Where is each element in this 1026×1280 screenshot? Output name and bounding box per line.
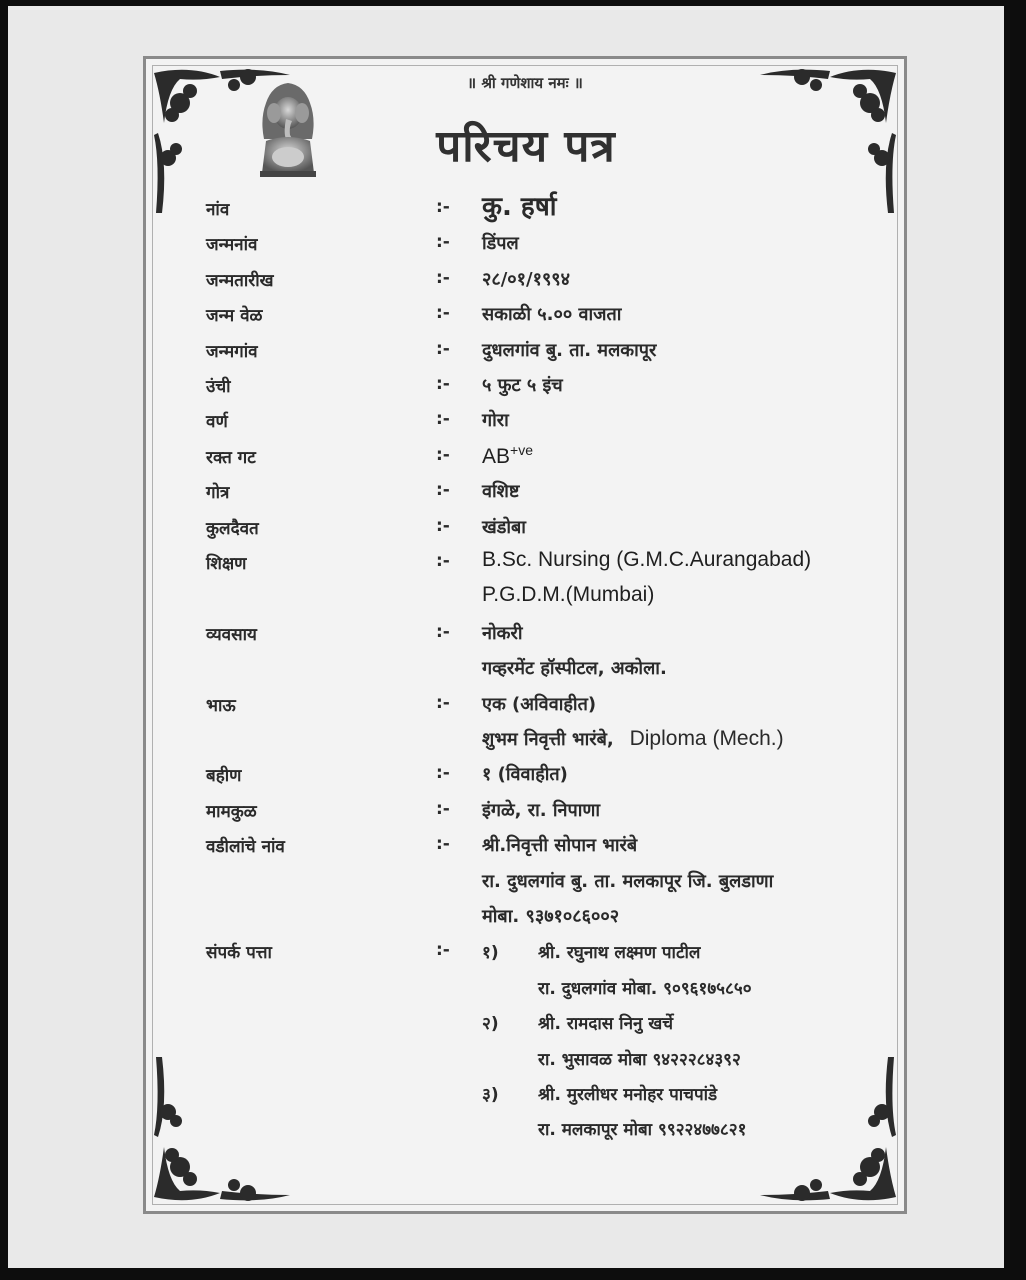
field-label: उंची [206, 377, 231, 397]
field-label: कुलदैवत [206, 518, 259, 539]
contact-entry-detail-row [146, 1113, 904, 1143]
field-label: मामकुळ [206, 801, 257, 822]
field-separator: :- [436, 515, 450, 536]
field-separator: :- [436, 551, 450, 571]
field-separator: :- [436, 197, 450, 217]
field-value-latin: Diploma (Mech.) [623, 727, 784, 750]
contact-separator: :- [436, 940, 450, 961]
field-separator: :- [436, 763, 450, 784]
field-value-superscript: +ve [510, 441, 533, 458]
field-separator: :- [436, 338, 450, 359]
biodata-card [143, 56, 907, 1214]
contact-entry-name: श्री. रामदास निनु खर्चे [538, 1014, 674, 1035]
field-value: सकाळी ५.०० वाजता [482, 304, 622, 326]
field-label: गोत्र [206, 483, 230, 504]
field-row [146, 335, 904, 365]
field-row [146, 724, 904, 754]
field-label: जन्म वेळ [206, 306, 263, 327]
field-value: $AB^{+ve}$ [482, 441, 533, 468]
field-label: वडीलांचे नांव [206, 837, 285, 858]
field-separator: :- [436, 621, 450, 642]
field-value: मोबा. ९३७१०८६००२ [482, 906, 620, 927]
field-row [146, 193, 904, 223]
contact-entry-number: १) [482, 943, 499, 964]
field-value: वशिष्ट [482, 481, 520, 503]
field-value: P.G.D.M.(Mumbai) [482, 583, 655, 607]
field-label: शिक्षण [206, 554, 247, 574]
field-row [146, 866, 904, 896]
field-row [146, 370, 904, 400]
field-value: कु. हर्षा [482, 192, 557, 222]
contact-entry-number: २) [482, 1014, 499, 1035]
field-label: व्यवसाय [206, 624, 257, 645]
field-value: शुभम निवृत्ती भारंबे, Diploma (Mech.) [482, 727, 784, 750]
field-value: गव्हरमेंट हॉस्पीटल, अकोला. [482, 658, 667, 680]
biodata-fields [146, 59, 904, 1211]
field-separator: :- [436, 444, 450, 465]
field-row [146, 795, 904, 825]
contact-entry-detail-row [146, 1043, 904, 1073]
field-separator: :- [436, 798, 450, 819]
field-row [146, 264, 904, 294]
field-label: नांव [206, 200, 230, 220]
field-value: खंडोबा [482, 516, 526, 538]
field-separator: :- [436, 834, 450, 855]
field-label: भाऊ [206, 695, 236, 716]
field-label: जन्मगांव [206, 341, 258, 362]
field-value: रा. दुधलगांव बु. ता. मलकापूर जि. बुलडाणा [482, 870, 774, 892]
field-row [146, 547, 904, 577]
field-row [146, 830, 904, 860]
contact-entry-number: ३) [482, 1085, 499, 1105]
field-value: गोरा [482, 410, 509, 432]
field-row [146, 476, 904, 506]
field-row [146, 512, 904, 542]
field-separator: :- [436, 267, 450, 288]
field-row [146, 299, 904, 329]
field-row [146, 653, 904, 683]
field-label: रक्त गट [206, 447, 256, 468]
field-row [146, 405, 904, 435]
field-value: B.Sc. Nursing (G.M.C.Aurangabad) [482, 548, 812, 571]
field-value: एक (अविवाहीत) [482, 693, 597, 715]
field-value: ५ फुट ५ इंच [482, 375, 563, 396]
field-label: जन्मनांव [206, 235, 258, 256]
page-title: परिचय पत्र [436, 121, 616, 172]
blessing-text: ॥ श्री गणेशाय नमः ॥ [467, 74, 583, 92]
contact-entry-name: श्री. रघुनाथ लक्ष्मण पाटील [538, 943, 701, 964]
field-row [146, 582, 904, 612]
field-row [146, 689, 904, 719]
contact-entry [146, 1078, 904, 1108]
field-value: नोकरी [482, 622, 523, 644]
contact-label: संपर्क पत्ता [206, 943, 272, 964]
contact-entry-detail: रा. मलकापूर मोबा ९९२२४७७८२१ [538, 1120, 747, 1141]
field-row [146, 759, 904, 789]
field-label: वर्ण [206, 412, 228, 433]
field-row [146, 618, 904, 648]
field-value: श्री.निवृत्ती सोपान भारंबे [482, 835, 638, 857]
field-separator: :- [436, 303, 450, 324]
field-separator: :- [436, 692, 450, 713]
contact-entry [146, 936, 904, 966]
field-row [146, 901, 904, 931]
field-separator: :- [436, 232, 450, 253]
field-separator: :- [436, 480, 450, 501]
field-value: १ (विवाहीत) [482, 764, 568, 786]
field-label: बहीण [206, 766, 242, 787]
contact-entry-name: श्री. मुरलीधर मनोहर पाचपांडे [538, 1085, 718, 1105]
field-row [146, 441, 904, 471]
field-separator: :- [436, 409, 450, 430]
field-value: इंगळे, रा. निपाणा [482, 799, 601, 821]
field-separator: :- [436, 374, 450, 394]
field-value: २८/०१/१९९४ [482, 268, 571, 290]
contact-entry [146, 1007, 904, 1037]
field-value: डिंपल [482, 233, 519, 255]
field-value: दुधलगांव बु. ता. मलकापूर [482, 339, 657, 361]
contact-entry-detail: रा. दुधलगांव मोबा. ९०९६१७५८५० [538, 978, 752, 999]
field-row [146, 228, 904, 258]
field-label: जन्मतारीख [206, 270, 274, 291]
contact-entry-detail: रा. भुसावळ मोबा ९४२२२८४३९२ [538, 1049, 741, 1070]
contact-entry-detail-row [146, 972, 904, 1002]
